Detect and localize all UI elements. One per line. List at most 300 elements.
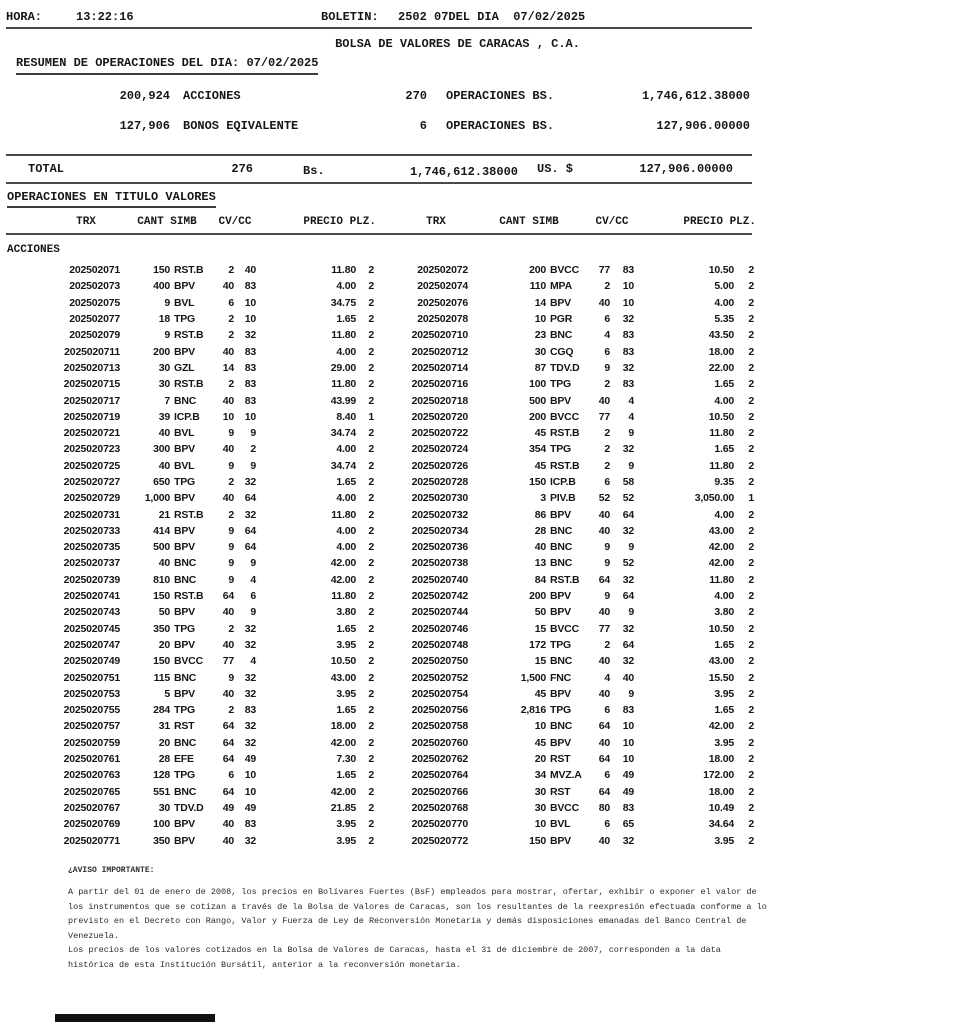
symbol-cell: PIV.B [550,492,576,505]
cv-cell: 2 [228,329,234,342]
symbol-cell: RST [550,785,571,798]
trx-cell: 2025020751 [63,671,120,684]
cc-cell: 32 [244,329,256,342]
cv-cell: 10 [222,410,234,423]
price-cell: 21.85 [330,801,356,814]
trade-row [0,506,756,522]
symbol-cell: BPV [174,687,195,700]
price-cell: 34.64 [708,818,734,831]
symbol-cell: BNC [174,736,197,749]
trx-cell: 2025020743 [63,606,120,619]
cv-cell: 9 [604,541,610,554]
plz-cell: 2 [748,606,754,619]
plz-cell: 2 [748,834,754,847]
price-cell: 3.80 [714,606,734,619]
symbol-cell: TPG [550,443,571,456]
cv-cell: 40 [598,687,610,700]
qty-cell: 39 [158,410,170,423]
plz-cell: 2 [368,557,374,570]
price-cell: 42.00 [708,720,734,733]
trx-cell: 2025020732 [411,508,468,521]
plz-cell: 2 [748,378,754,391]
price-cell: 9.35 [714,476,734,488]
price-cell: 18.00 [330,720,356,733]
trx-cell: 2025020719 [63,410,120,423]
symbol-cell: RST.B [550,427,580,440]
qty-cell: 14 [534,296,546,309]
trx-cell: 2025020744 [411,606,468,619]
cc-cell: 9 [250,427,256,440]
trx-cell: 2025020713 [63,361,120,374]
cc-cell: 83 [244,394,256,407]
qty-cell: 20 [158,736,170,749]
symbol-cell: MPA [550,280,572,293]
symbol-cell: BVL [550,818,571,831]
qty-cell: 350 [153,622,170,635]
cv-cell: 64 [222,753,234,766]
trade-row [0,295,756,311]
price-cell: 4.00 [336,541,356,554]
qty-cell: 20 [534,753,546,766]
cv-cell: 40 [222,834,234,847]
aviso-line: los instrumentos que se cotizan a través de la Bolsa de Valores de Caracas, son los resultantes de la reexpresión efectuada conforme a lo [68,901,767,912]
cv-cell: 40 [222,687,234,700]
cv-cell: 77 [222,655,234,668]
symbol-cell: TPG [174,769,195,782]
plz-cell: 2 [748,410,754,423]
qty-cell: 18 [158,313,170,326]
qty-cell: 414 [153,524,170,537]
symbol-cell: BNC [550,720,573,733]
qty-cell: 40 [534,541,546,554]
symbol-cell: BPV [174,541,195,554]
qty-cell: 30 [534,785,546,798]
summary-ops-count: 6 [419,119,427,133]
plz-cell: 2 [368,394,374,407]
summary-amount: 1,746,612.38000 [641,89,750,103]
trx-cell: 202502076 [417,296,468,309]
symbol-cell: BPV [174,443,195,456]
plz-cell: 2 [368,671,374,684]
cc-cell: 64 [244,492,256,505]
symbol-cell: TPG [550,638,571,651]
price-cell: 29.00 [330,361,356,374]
trade-row [0,816,756,832]
cv-cell: 80 [598,801,610,814]
symbol-cell: BPV [550,687,571,700]
cv-cell: 2 [228,264,234,277]
trx-cell: 2025020734 [411,524,468,537]
trx-cell: 2025020754 [411,687,468,700]
trx-cell: 2025020755 [63,704,120,717]
summary-desc: BONOS EQIVALENTE [183,119,299,133]
symbol-cell: TPG [550,704,571,717]
qty-cell: 200 [529,410,546,423]
price-cell: 11.80 [331,378,356,391]
trade-row [0,669,756,685]
cc-cell: 4 [250,655,256,668]
aviso-line: A partir del 01 de enero de 2008, los precios en Bolívares Fuertes (BsF) empleados para mostrar, ofertar, exhibir o exponer el valor de [68,887,757,897]
trade-row [0,458,756,474]
cc-cell: 10 [622,296,634,309]
trx-cell: 202502079 [69,329,120,342]
price-cell: 11.80 [709,573,734,586]
cc-cell: 32 [244,736,256,749]
cc-cell: 49 [244,801,256,814]
trade-row [0,621,756,637]
trx-cell: 2025020764 [411,769,468,782]
cv-cell: 2 [228,476,234,488]
summary-amount: 127,906.00000 [656,119,750,133]
plz-cell: 2 [748,361,754,374]
cc-cell: 49 [622,785,634,798]
summary-row-bonos [0,119,977,134]
qty-cell: 200 [529,264,546,277]
col-header-cant-simb: CANT SIMB [137,216,197,228]
symbol-cell: RST.B [174,329,204,342]
symbol-cell: MVZ.A [550,769,582,782]
cc-cell: 83 [244,280,256,293]
trade-row [0,278,756,294]
cv-cell: 2 [604,427,610,440]
trx-cell: 2025020761 [63,753,120,766]
header-divider [6,27,752,29]
symbol-cell: FNC [550,671,571,684]
price-cell: 1.65 [714,378,734,391]
trx-cell: 202502071 [69,264,120,277]
trade-row [0,718,756,734]
plz-cell: 2 [368,606,374,619]
plz-cell: 2 [748,476,754,488]
cv-cell: 77 [598,622,610,635]
cv-cell: 6 [604,476,610,488]
trx-cell: 2025020763 [63,769,120,782]
price-cell: 1.65 [714,638,734,651]
price-cell: 8.40 [336,410,356,423]
cv-cell: 9 [228,427,234,440]
symbol-cell: BVCC [550,622,579,635]
symbol-cell: BPV [550,606,571,619]
cc-cell: 40 [622,671,634,684]
qty-cell: 200 [153,345,170,358]
qty-cell: 40 [158,459,170,472]
cc-cell: 32 [244,671,256,684]
cc-cell: 32 [622,573,634,586]
price-cell: 3.95 [336,818,356,831]
plz-cell: 2 [368,704,374,717]
aviso-line: previsto en el Decreto con Rango, Valor y Fuerza de Ley de Reconversión Monetaria y demás disposiciones emanadas del Banco Central de [68,916,747,927]
qty-cell: 15 [534,622,546,635]
trade-row [0,409,756,425]
qty-cell: 30 [534,345,546,358]
qty-cell: 84 [534,573,546,586]
cv-cell: 2 [228,622,234,635]
plz-cell: 2 [368,329,374,342]
summary-ops-count: 270 [405,89,427,103]
price-cell: 10.50 [708,264,734,277]
trx-cell: 2025020722 [411,427,468,440]
trx-cell: 2025020714 [411,361,468,374]
plz-cell: 2 [748,590,754,603]
trx-cell: 2025020710 [411,329,468,342]
cc-cell: 2 [250,443,256,456]
total-amount-bs: 1,746,612.38000 [409,165,518,179]
cv-cell: 2 [604,378,610,391]
trx-cell: 202502072 [417,264,468,277]
cv-cell: 49 [222,801,234,814]
cc-cell: 10 [244,769,256,782]
qty-cell: 10 [534,313,546,326]
cv-cell: 40 [222,638,234,651]
trx-cell: 2025020737 [63,557,120,570]
cc-cell: 32 [244,720,256,733]
trx-cell: 2025020771 [63,834,120,847]
trade-row [0,360,756,376]
cv-cell: 9 [228,541,234,554]
cv-cell: 9 [604,590,610,603]
trx-cell: 2025020746 [411,622,468,635]
qty-cell: 30 [158,361,170,374]
plz-cell: 2 [748,345,754,358]
qty-cell: 28 [158,753,170,766]
symbol-cell: EFE [174,753,194,766]
price-cell: 18.00 [708,345,734,358]
symbol-cell: BVL [174,296,195,309]
price-cell: 172.00 [703,769,734,782]
plz-cell: 2 [748,443,754,456]
trade-row [0,572,756,588]
cc-cell: 52 [622,557,634,570]
trade-row [0,474,756,490]
plz-cell: 1 [748,492,754,505]
cc-cell: 64 [622,638,634,651]
trade-row [0,767,756,783]
price-cell: 1.65 [714,704,734,717]
plz-cell: 2 [748,785,754,798]
cc-cell: 9 [628,427,634,440]
total-count: 276 [231,162,253,176]
symbol-cell: RST.B [550,459,580,472]
plz-cell: 2 [368,687,374,700]
price-cell: 3.80 [336,606,356,619]
price-cell: 4.00 [336,492,356,505]
cc-cell: 32 [622,313,634,326]
total-label: TOTAL [28,162,65,176]
total-currency-label: Bs. [303,164,325,178]
trx-cell: 2025020748 [411,638,468,651]
cv-cell: 2 [228,378,234,391]
cc-cell: 32 [622,443,634,456]
price-cell: 43.99 [330,394,356,407]
cc-cell: 9 [250,606,256,619]
cc-cell: 32 [244,622,256,635]
trx-cell: 2025020766 [411,785,468,798]
cc-cell: 9 [250,557,256,570]
symbol-cell: BPV [550,508,571,521]
price-cell: 15.50 [708,671,734,684]
price-cell: 4.00 [714,590,734,603]
cv-cell: 9 [228,524,234,537]
cc-cell: 64 [244,524,256,537]
symbol-cell: BPV [174,524,195,537]
plz-cell: 2 [368,801,374,814]
cc-cell: 49 [244,753,256,766]
cv-cell: 64 [598,573,610,586]
trx-cell: 2025020749 [63,655,120,668]
price-cell: 11.80 [331,329,356,342]
symbol-cell: RST.B [174,378,204,391]
price-cell: 11.80 [331,264,356,277]
trade-row [0,735,756,751]
qty-cell: 40 [158,427,170,440]
total-usd-label: US. $ [537,162,574,176]
qty-cell: 13 [534,557,546,570]
plz-cell: 2 [748,557,754,570]
trx-cell: 202502074 [417,280,468,293]
plz-cell: 2 [368,769,374,782]
trx-cell: 2025020760 [411,736,468,749]
cc-cell: 9 [628,459,634,472]
cv-cell: 40 [598,834,610,847]
trx-cell: 2025020739 [63,573,120,586]
price-cell: 4.00 [336,345,356,358]
symbol-cell: BNC [550,655,573,668]
plz-cell: 2 [748,753,754,766]
symbol-cell: BVCC [550,264,579,277]
price-cell: 42.00 [708,557,734,570]
trade-row [0,376,756,392]
cc-cell: 64 [622,508,634,521]
cc-cell: 83 [622,704,634,717]
cv-cell: 40 [598,296,610,309]
summary-row-acciones [0,89,977,104]
plz-cell: 2 [748,573,754,586]
symbol-cell: TPG [174,476,195,488]
plz-cell: 2 [748,671,754,684]
trx-cell: 202502075 [69,296,120,309]
trx-cell: 2025020742 [411,590,468,603]
price-cell: 10.50 [330,655,356,668]
cv-cell: 40 [222,345,234,358]
cv-cell: 4 [604,329,610,342]
trx-cell: 2025020728 [411,476,468,488]
trx-cell: 2025020726 [411,459,468,472]
symbol-cell: BPV [174,280,195,293]
plz-cell: 2 [748,313,754,326]
plz-cell: 2 [368,296,374,309]
cv-cell: 2 [228,313,234,326]
cc-cell: 64 [244,541,256,554]
total-row [0,162,977,177]
summary-ops-label: OPERACIONES BS. [446,89,555,103]
price-cell: 3.95 [714,687,734,700]
cc-cell: 4 [250,573,256,586]
price-cell: 11.80 [331,508,356,521]
trx-cell: 2025020762 [411,753,468,766]
trx-cell: 2025020736 [411,541,468,554]
plz-cell: 2 [748,736,754,749]
price-cell: 1.65 [336,476,356,488]
plz-cell: 2 [748,687,754,700]
trade-row [0,604,756,620]
price-cell: 3.95 [336,638,356,651]
cc-cell: 32 [244,476,256,488]
qty-cell: 31 [158,720,170,733]
plz-cell: 2 [368,736,374,749]
qty-cell: 86 [534,508,546,521]
plz-cell: 2 [748,296,754,309]
cv-cell: 40 [598,655,610,668]
cc-cell: 32 [622,361,634,374]
trx-cell: 2025020767 [63,801,120,814]
cv-cell: 40 [222,818,234,831]
cc-cell: 32 [622,655,634,668]
cc-cell: 9 [628,606,634,619]
table-header-row [0,216,756,228]
aviso-line: Los precios de los valores cotizados en la Bolsa de Valores de Caracas, hasta el 31 de diciembre de 2007, corresponden a la data [68,945,721,956]
symbol-cell: TDV.D [174,801,204,814]
symbol-cell: BNC [174,573,197,586]
trx-cell: 2025020717 [63,394,120,407]
trx-cell: 2025020721 [63,427,120,440]
price-cell: 11.80 [709,427,734,440]
qty-cell: 350 [153,834,170,847]
cc-cell: 83 [244,345,256,358]
cv-cell: 2 [604,443,610,456]
qty-cell: 500 [529,394,546,407]
qty-cell: 50 [158,606,170,619]
cv-cell: 40 [598,508,610,521]
summary-desc: ACCIONES [183,89,241,103]
trade-row [0,637,756,653]
cc-cell: 83 [622,345,634,358]
trx-cell: 2025020765 [63,785,120,798]
trade-row [0,392,756,408]
cc-cell: 6 [250,590,256,603]
trx-cell: 2025020723 [63,443,120,456]
trx-cell: 2025020772 [411,834,468,847]
qty-cell: 110 [529,280,546,293]
price-cell: 34.74 [330,427,356,440]
trx-cell: 2025020711 [64,345,120,358]
symbol-cell: TPG [174,622,195,635]
cv-cell: 40 [598,606,610,619]
cc-cell: 10 [622,753,634,766]
qty-cell: 115 [153,671,170,684]
trade-row [0,588,756,604]
qty-cell: 354 [529,443,546,456]
cc-cell: 10 [622,720,634,733]
symbol-cell: TDV.D [550,361,580,374]
price-cell: 4.00 [336,280,356,293]
qty-cell: 30 [158,378,170,391]
price-cell: 4.00 [336,524,356,537]
qty-cell: 34 [534,769,546,782]
plz-cell: 2 [368,345,374,358]
symbol-cell: RST [174,720,195,733]
cc-cell: 83 [244,361,256,374]
trade-row [0,490,756,506]
symbol-cell: BPV [550,394,571,407]
price-cell: 3.95 [336,687,356,700]
total-divider-top [6,154,752,156]
qty-cell: 45 [534,687,546,700]
symbol-cell: TPG [550,378,571,391]
cc-cell: 4 [628,410,634,423]
cc-cell: 32 [244,834,256,847]
cv-cell: 40 [222,394,234,407]
plz-cell: 2 [368,541,374,554]
